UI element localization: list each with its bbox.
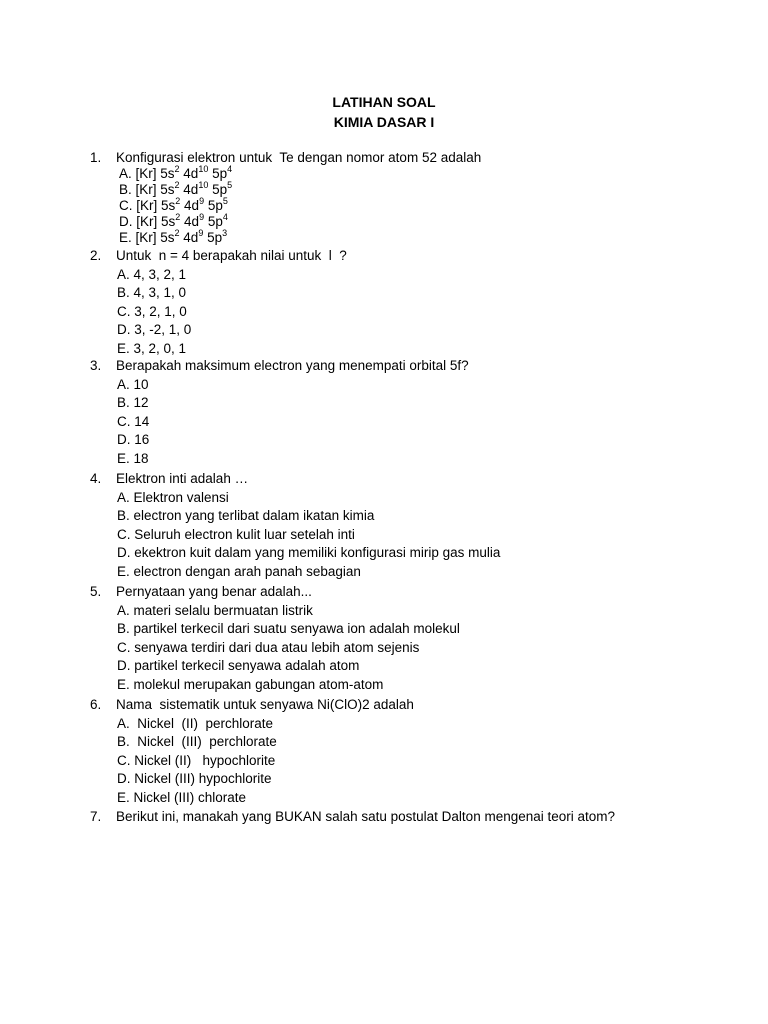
superscript: 2 bbox=[174, 163, 180, 174]
answer-option bbox=[117, 526, 355, 544]
option-text: D. 3, -2, 1, 0 bbox=[117, 322, 192, 337]
option-text: C. Seluruh electron kulit luar setelah inti bbox=[117, 527, 355, 542]
superscript: 9 bbox=[199, 211, 205, 222]
question-text: Pernyataan yang benar adalah... bbox=[116, 584, 312, 599]
answer-option bbox=[117, 431, 149, 449]
option-text: 4d bbox=[179, 182, 199, 197]
title-line-1: LATIHAN SOAL bbox=[332, 94, 436, 110]
superscript: 4 bbox=[227, 163, 233, 174]
option-text: B. 12 bbox=[117, 395, 149, 410]
question-text: Untuk n = 4 berapakah nilai untuk l ? bbox=[116, 248, 347, 263]
answer-option bbox=[117, 715, 273, 733]
option-text: 5p bbox=[204, 214, 223, 229]
answer-option bbox=[117, 340, 186, 358]
superscript: 2 bbox=[174, 179, 180, 190]
option-text: E. molekul merupakan gabungan atom-atom bbox=[117, 677, 384, 692]
superscript: 9 bbox=[199, 195, 205, 206]
answer-option bbox=[117, 321, 191, 339]
answer-option bbox=[117, 733, 277, 751]
option-text: 5p bbox=[204, 198, 223, 213]
option-text: E. Nickel (III) chlorate bbox=[117, 790, 247, 805]
answer-option bbox=[117, 394, 149, 412]
answer-option bbox=[117, 544, 500, 562]
answer-option bbox=[117, 413, 149, 431]
option-text: B. electron yang terlibat dalam ikatan kimia bbox=[117, 508, 375, 523]
answer-option bbox=[117, 789, 246, 807]
option-text: 4d bbox=[179, 230, 199, 245]
option-text: A. 4, 3, 2, 1 bbox=[117, 267, 187, 282]
option-text: C. Nickel (II) hypochlorite bbox=[117, 753, 276, 768]
option-text: C. 14 bbox=[117, 414, 150, 429]
answer-option bbox=[117, 563, 361, 581]
superscript: 5 bbox=[227, 179, 233, 190]
answer-option bbox=[117, 507, 374, 525]
answer-option bbox=[117, 450, 149, 468]
option-text: A. materi selalu bermuatan listrik bbox=[117, 603, 313, 618]
title-line-2: KIMIA DASAR I bbox=[333, 114, 435, 130]
answer-option bbox=[117, 676, 383, 694]
superscript: 2 bbox=[174, 227, 180, 238]
question-number: 5. bbox=[90, 584, 102, 599]
option-text: 4d bbox=[180, 214, 200, 229]
question-number: 7. bbox=[90, 809, 102, 824]
option-text: E. [Kr] 5s bbox=[119, 230, 175, 245]
option-text: C. senyawa terdiri dari dua atau lebih atom sejenis bbox=[117, 640, 420, 655]
question-text: Nama sistematik untuk senyawa Ni(ClO)2 adalah bbox=[116, 697, 414, 712]
superscript: 9 bbox=[198, 227, 204, 238]
answer-option bbox=[117, 602, 313, 620]
question-text: Berapakah maksimum electron yang menempati orbital 5f? bbox=[116, 358, 469, 373]
option-text: B. [Kr] 5s bbox=[119, 182, 175, 197]
superscript: 10 bbox=[198, 163, 209, 174]
answer-option bbox=[117, 752, 275, 770]
answer-option bbox=[119, 229, 227, 247]
option-text: 5p bbox=[208, 166, 228, 181]
option-text: E. 18 bbox=[117, 451, 149, 466]
option-text: B. Nickel (III) perchlorate bbox=[117, 734, 277, 749]
option-text: 4d bbox=[180, 198, 200, 213]
question-number: 4. bbox=[90, 471, 102, 486]
answer-option bbox=[117, 639, 419, 657]
question-number: 3. bbox=[90, 358, 102, 373]
option-text: B. 4, 3, 1, 0 bbox=[117, 285, 187, 300]
option-text: C. [Kr] 5s bbox=[119, 198, 176, 213]
option-text: A. [Kr] 5s bbox=[119, 166, 175, 181]
answer-option bbox=[117, 770, 272, 788]
answer-option bbox=[117, 620, 460, 638]
option-text: 4d bbox=[179, 166, 199, 181]
option-text: D. partikel terkecil senyawa adalah atom bbox=[117, 658, 360, 673]
option-text: 5p bbox=[208, 182, 228, 197]
option-text: D. 16 bbox=[117, 432, 150, 447]
option-text: A. Nickel (II) perchlorate bbox=[117, 716, 274, 731]
question-text: Elektron inti adalah … bbox=[116, 471, 249, 486]
answer-option bbox=[117, 489, 229, 507]
option-text: D. [Kr] 5s bbox=[119, 214, 176, 229]
option-text: 5p bbox=[203, 230, 223, 245]
superscript: 5 bbox=[222, 195, 228, 206]
question-number: 1. bbox=[90, 150, 102, 165]
answer-option bbox=[117, 303, 187, 321]
answer-option bbox=[117, 266, 186, 284]
answer-option bbox=[117, 376, 149, 394]
superscript: 2 bbox=[175, 211, 181, 222]
option-text: C. 3, 2, 1, 0 bbox=[117, 304, 187, 319]
option-text: B. partikel terkecil dari suatu senyawa ion adalah molekul bbox=[117, 621, 460, 636]
option-text: A. 10 bbox=[117, 377, 149, 392]
question-number: 6. bbox=[90, 697, 102, 712]
superscript: 2 bbox=[175, 195, 181, 206]
option-text: E. electron dengan arah panah sebagian bbox=[117, 564, 361, 579]
option-text: E. 3, 2, 0, 1 bbox=[117, 341, 187, 356]
superscript: 4 bbox=[222, 211, 228, 222]
option-text: D. ekektron kuit dalam yang memiliki konfigurasi mirip gas mulia bbox=[117, 545, 501, 560]
option-text: A. Elektron valensi bbox=[117, 490, 229, 505]
question-text: Konfigurasi elektron untuk Te dengan nomor atom 52 adalah bbox=[116, 150, 482, 165]
question-number: 2. bbox=[90, 248, 102, 263]
answer-option bbox=[117, 284, 186, 302]
answer-option bbox=[117, 657, 359, 675]
superscript: 3 bbox=[222, 227, 228, 238]
question-text: Berikut ini, manakah yang BUKAN salah satu postulat Dalton mengenai teori atom? bbox=[116, 809, 616, 824]
option-text: D. Nickel (III) hypochlorite bbox=[117, 771, 272, 786]
superscript: 10 bbox=[198, 179, 209, 190]
